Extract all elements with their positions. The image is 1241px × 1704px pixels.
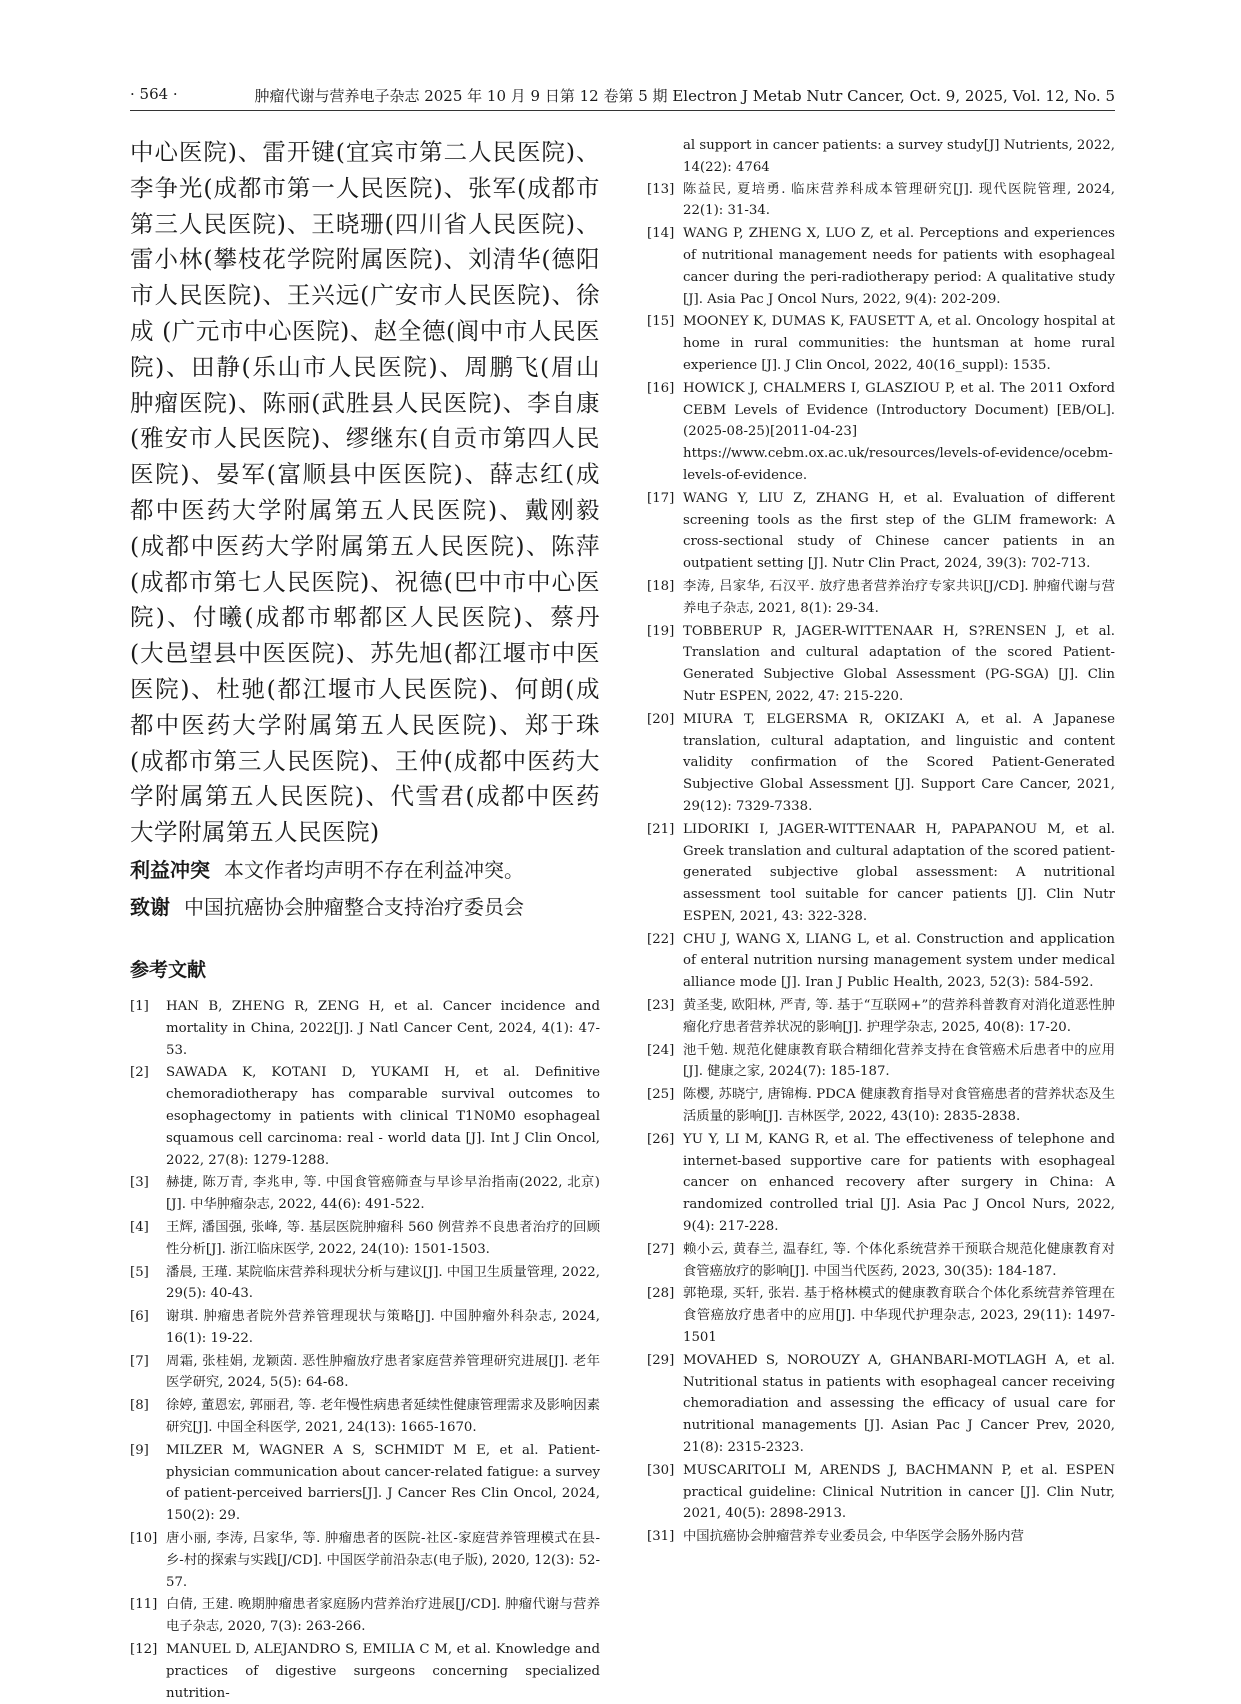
reference-text: 潘晨, 王瑾. 某院临床营养科现状分析与建议[J]. 中国卫生质量管理, 2022, 29(5): 40-43.	[166, 1264, 600, 1302]
reference-item	[130, 1217, 600, 1261]
reference-item	[647, 1350, 1115, 1459]
reference-text: 郭艳璟, 买轩, 张岩. 基于格林模式的健康教育联合个体化系统营养管理在食管癌放疗患者中的应用[J]. 中华现代护理杂志, 2023, 29(11): 1497-1501	[683, 1286, 1115, 1346]
reference-item	[647, 488, 1115, 575]
reference-number: [3]	[130, 1175, 149, 1191]
reference-text: 陈益民, 夏培勇. 临床营养科成本管理研究[J]. 现代医院管理, 2024, 22(1): 31-34.	[683, 181, 1115, 219]
reference-item	[647, 1040, 1115, 1084]
reference-number: [4]	[130, 1219, 149, 1235]
right-column	[647, 135, 1115, 1548]
reference-item	[130, 1262, 600, 1306]
reference-list-left	[130, 996, 600, 1704]
reference-item	[647, 576, 1115, 620]
reference-item	[647, 819, 1115, 928]
acknowledgement-block	[130, 135, 600, 851]
reference-item	[130, 1395, 600, 1439]
reference-text: 赫捷, 陈万青, 李兆申, 等. 中国食管癌筛查与早诊早治指南(2022, 北京)[J]. 中华肿瘤杂志, 2022, 44(6): 491-522.	[166, 1175, 600, 1213]
reference-number: [19]	[647, 623, 675, 639]
reference-text: MANUEL D, ALEJANDRO S, EMILIA C M, et al. Knowledge and practices of digestive surgeons concerning specialized nutrition-	[166, 1642, 600, 1701]
reference-number: [6]	[130, 1309, 149, 1325]
reference-text: 陈樱, 苏晓宁, 唐锦梅. PDCA 健康教育指导对食管癌患者的营养状态及生活质量的影响[J]. 吉林医学, 2022, 43(10): 2835-2838.	[683, 1087, 1115, 1125]
conflict-label: 利益冲突	[130, 857, 210, 882]
reference-number: [22]	[647, 931, 675, 947]
page-number: · 564 ·	[130, 85, 178, 103]
reference-text: 中国抗癌协会肿瘤营养专业委员会, 中华医学会肠外肠内营	[683, 1529, 1024, 1545]
reference-number: [11]	[130, 1597, 158, 1613]
reference-number: [2]	[130, 1065, 149, 1081]
thanks-label: 致谢	[130, 894, 170, 919]
reference-item	[130, 1639, 600, 1704]
reference-item	[647, 311, 1115, 376]
running-header	[130, 80, 1115, 111]
reference-item	[647, 1129, 1115, 1238]
reference-number: [25]	[647, 1087, 675, 1103]
reference-text: WANG P, ZHENG X, LUO Z, et al. Perceptions and experiences of nutritional management needs for patients with esophageal cancer during the peri-radiotherapy period: A qualitative study [J]. Asia Pac J Oncol Nurs, 2022, 9(4): 202-209.	[683, 226, 1115, 307]
reference-number: [23]	[647, 998, 675, 1014]
reference-text: MIURA T, ELGERSMA R, OKIZAKI A, et al. A Japanese translation, cultural adaptation, and linguistic and content validity confirmation of the Scored Patient-Generated Subjective Global Assessment [J]. Support Care Cancer, 2021, 29(12): 7329-7338.	[683, 711, 1115, 814]
reference-text: 池千勉. 规范化健康教育联合精细化营养支持在食管癌术后患者中的应用[J]. 健康之家, 2024(7): 185-187.	[683, 1042, 1115, 1080]
reference-item	[130, 1351, 600, 1395]
reference-text: CHU J, WANG X, LIANG L, et al. Construction and application of enteral nutrition nursing management system under medical alliance mode [J]. Iran J Public Health, 2023, 52(3): 584-592.	[683, 931, 1115, 991]
reference-item	[647, 995, 1115, 1039]
reference-number: [9]	[130, 1442, 149, 1458]
left-column	[130, 135, 600, 1704]
reference-number: [14]	[647, 226, 675, 242]
reference-item	[130, 1528, 600, 1593]
reference-number: [21]	[647, 821, 675, 837]
acknowledgements	[130, 890, 600, 925]
reference-text: 谢琪. 肿瘤患者院外营养管理现状与策略[J]. 中国肿瘤外科杂志, 2024, 16(1): 19-22.	[166, 1309, 600, 1346]
conflict-of-interest	[130, 853, 600, 888]
reference-continuation: al support in cancer patients: a survey study[J] Nutrients, 2022, 14(22): 4764	[683, 138, 1115, 175]
reference-number: [26]	[647, 1131, 675, 1147]
reference-text: 徐婷, 董恩宏, 郭丽君, 等. 老年慢性病患者延续性健康管理需求及影响因素研究[J]. 中国全科医学, 2021, 24(13): 1665-1670.	[166, 1398, 600, 1436]
reference-text: 赖小云, 黄春兰, 温春红, 等. 个体化系统营养干预联合规范化健康教育对食管癌放疗的影响[J]. 中国当代医药, 2023, 30(35): 184-187.	[683, 1241, 1115, 1279]
reference-text: 黄圣斐, 欧阳林, 严青, 等. 基于“互联网+”的营养科普教育对消化道恶性肿瘤化疗患者营养状况的影响[J]. 护理学杂志, 2025, 40(8): 17-20.	[683, 998, 1115, 1035]
reference-number: [10]	[130, 1531, 158, 1547]
reference-item	[647, 1239, 1115, 1283]
reference-item	[647, 1283, 1115, 1348]
reference-number: [7]	[130, 1353, 149, 1369]
reference-item	[647, 223, 1115, 310]
reference-text: TOBBERUP R, JAGER-WITTENAAR H, S?RENSEN J, et al. Translation and cultural adaptation of the scored Patient-Generated Subjective Global Assessment (PG-SGA) [J]. Clin Nutr ESPEN, 2022, 47: 215-220.	[683, 623, 1115, 704]
reference-list-right	[647, 179, 1115, 1548]
reference-number: [16]	[647, 380, 675, 396]
reference-text: 白倩, 王建. 晚期肿瘤患者家庭肠内营养治疗进展[J/CD]. 肿瘤代谢与营养电子杂志, 2020, 7(3): 263-266.	[166, 1597, 600, 1635]
reference-text: MUSCARITOLI M, ARENDS J, BACHMANN P, et al. ESPEN practical guideline: Clinical Nutrition in cancer [J]. Clin Nutr, 2021, 40(5): 2898-2913.	[683, 1462, 1115, 1522]
reference-number: [31]	[647, 1529, 675, 1545]
reference-text: 王辉, 潘国强, 张峰, 等. 基层医院肿瘤科 560 例营养不良患者治疗的回顾性分析[J]. 浙江临床医学, 2022, 24(10): 1501-1503.	[166, 1219, 600, 1257]
reference-number: [28]	[647, 1286, 675, 1302]
thanks-text: 中国抗癌协会肿瘤整合支持治疗委员会	[184, 894, 524, 919]
reference-number: [29]	[647, 1352, 675, 1368]
reference-text: 周霜, 张桂娟, 龙颖茵. 恶性肿瘤放疗患者家庭营养管理研究进展[J]. 老年医学研究, 2024, 5(5): 64-68.	[166, 1353, 600, 1391]
reference-text: 李涛, 吕家华, 石汉平. 放疗患者营养治疗专家共识[J/CD]. 肿瘤代谢与营养电子杂志, 2021, 8(1): 29-34.	[683, 578, 1115, 616]
reference-number: [27]	[647, 1241, 675, 1257]
reference-item	[130, 1594, 600, 1638]
reference-item	[130, 1306, 600, 1350]
reference-text: HOWICK J, CHALMERS I, GLASZIOU P, et al. The 2011 Oxford CEBM Levels of Evidence (Introductory Document) [EB/OL]. (2025-08-25)[2011-04-23] https://www.cebm.ox.ac.uk/resources/levels-of-evidence/ocebm-levels-of-evidence.	[683, 380, 1115, 483]
reference-text: 唐小丽, 李涛, 吕家华, 等. 肿瘤患者的医院-社区-家庭营养管理模式在县-乡-村的探索与实践[J/CD]. 中国医学前沿杂志(电子版), 2020, 12(3): 52-57.	[166, 1531, 600, 1590]
reference-item	[130, 1062, 600, 1171]
reference-number: [1]	[130, 998, 149, 1014]
reference-item	[647, 1084, 1115, 1128]
reference-item	[647, 1460, 1115, 1525]
reference-item	[647, 378, 1115, 487]
reference-number: [8]	[130, 1398, 149, 1414]
reference-number: [5]	[130, 1264, 149, 1280]
reference-text: SAWADA K, KOTANI D, YUKAMI H, et al. Definitive chemoradiotherapy has comparable survival outcomes to esophagectomy in patients with clinical T1N0M0 esophageal squamous cell carcinoma: real - world data [J]. Int J Clin Oncol, 2022, 27(8): 1279-1288.	[166, 1065, 600, 1168]
conflict-text: 本文作者均声明不存在利益冲突。	[224, 857, 524, 882]
reference-number: [30]	[647, 1462, 675, 1478]
reference-number: [15]	[647, 314, 675, 330]
reference-number: [13]	[647, 181, 675, 197]
reference-number: [20]	[647, 711, 675, 727]
reference-item	[647, 621, 1115, 708]
reference-text: LIDORIKI I, JAGER-WITTENAAR H, PAPAPANOU M, et al. Greek translation and cultural adaptation of the scored patient-generated subjective global assessment: A nutritional assessment tool suitable for cancer patients [J]. Clin Nutr ESPEN, 2021, 43: 322-328.	[683, 821, 1115, 924]
reference-number: [24]	[647, 1042, 675, 1058]
reference-item	[130, 1440, 600, 1527]
reference-item	[647, 929, 1115, 994]
reference-item	[647, 179, 1115, 223]
reference-text: MOONEY K, DUMAS K, FAUSETT A, et al. Oncology hospital at home in rural communities: the huntsman at home rural experience [J]. J Clin Oncol, 2022, 40(16_suppl): 1535.	[683, 314, 1115, 373]
journal-citation: 肿瘤代谢与营养电子杂志 2025 年 10 月 9 日第 12 卷第 5 期 Electron J Metab Nutr Cancer, Oct. 9, 2025, Vol. 12, No. 5	[254, 87, 1115, 105]
reference-number: [17]	[647, 490, 675, 506]
reference-item	[647, 709, 1115, 818]
reference-text: WANG Y, LIU Z, ZHANG H, et al. Evaluation of different screening tools as the first step of the GLIM framework: A cross-sectional study of Chinese cancer patients in an outpatient setting [J]. Nutr Clin Pract, 2024, 39(3): 702-713.	[683, 490, 1115, 572]
acknowledgement-text: 中心医院)、雷开键(宜宾市第二人民医院)、李争光(成都市第一人民医院)、张军(成都市第三人民医院)、王晓珊(四川省人民医院)、雷小林(攀枝花学院附属医院)、刘清华(德阳市人民医院)、王兴远(广安市人民医院)、徐成 (广元市中心医院)、赵全德(阆中市人民医院)、田静(乐山市人民医院)、周鹏飞(眉山肿瘤医院)、陈丽(武胜县人民医院)、李自康(雅安市人民医院)、缪继东(自贡市第四人民医院)、晏军(富顺县中医医院)、薛志红(成都中医药大学附属第五人民医院)、戴刚毅(成都中医药大学附属第五人民医院)、陈萍(成都市第七人民医院)、祝德(巴中市中心医院)、付曦(成都市郫都区人民医院)、蔡丹(大邑望县中医医院)、苏先旭(都江堰市中医医院)、杜驰(都江堰市人民医院)、何朗(成都中医药大学附属第五人民医院)、郑于珠(成都市第三人民医院)、王仲(成都中医药大学附属第五人民医院)、代雪君(成都中医药大学附属第五人民医院)	[130, 138, 600, 847]
reference-item	[130, 1172, 600, 1216]
reference-text: HAN B, ZHENG R, ZENG H, et al. Cancer incidence and mortality in China, 2022[J]. J Natl Cancer Cent, 2024, 4(1): 47-53.	[166, 998, 600, 1058]
reference-number: [18]	[647, 578, 675, 594]
reference-item	[130, 996, 600, 1061]
reference-text: MILZER M, WAGNER A S, SCHMIDT M E, et al. Patient-physician communication about cancer-related fatigue: a survey of patient-perceived barriers[J]. J Cancer Res Clin Oncol, 2024, 150(2): 29.	[166, 1442, 600, 1524]
reference-number: [12]	[130, 1642, 158, 1658]
reference-item	[647, 1526, 1115, 1548]
reference-text: YU Y, LI M, KANG R, et al. The effectiveness of telephone and internet-based supportive care for patients with esophageal cancer on enhanced recovery after surgery in China: A randomized controlled trial [J]. Asia Pac J Oncol Nurs, 2022, 9(4): 217-228.	[683, 1131, 1115, 1235]
references-heading: 参考文献	[130, 958, 207, 981]
reference-text: MOVAHED S, NOROUZY A, GHANBARI-MOTLAGH A, et al. Nutritional status in patients with esophageal cancer receiving chemoradiation and assessing the efficacy of usual care for nutritional managements [J]. Asian Pac J Cancer Prev, 2020, 21(8): 2315-2323.	[683, 1352, 1115, 1456]
